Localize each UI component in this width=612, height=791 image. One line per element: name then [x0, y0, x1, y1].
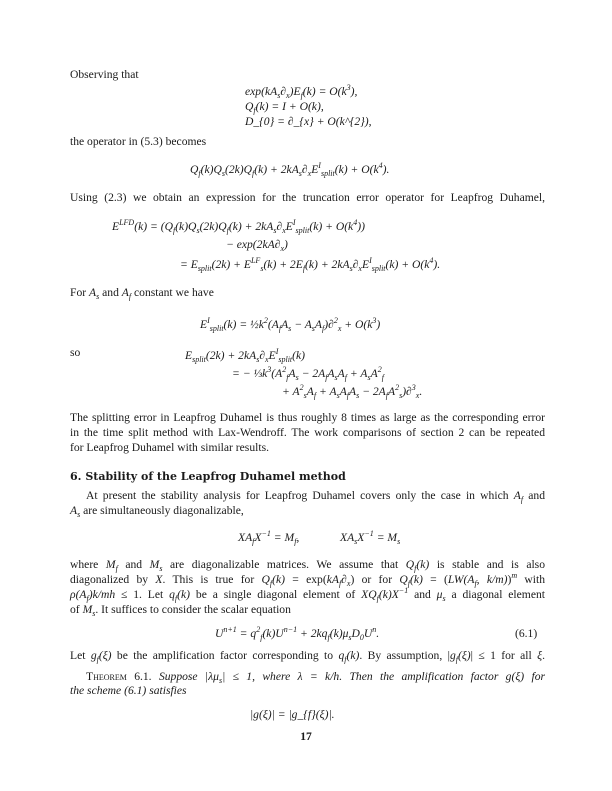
- equation-part: $XA_sX^{-1} = M_s$: [340, 529, 401, 546]
- equation-line: D_{0} = ∂_{x} + O(k^{2}),: [245, 115, 372, 128]
- equation-number: (6.1): [515, 627, 538, 640]
- section-heading: 6. Stability of the Leapfrog Duhamel method: [70, 470, 346, 483]
- paragraph-line: for Leapfrog Duhamel with similar results.: [70, 441, 269, 454]
- paragraph-text: Using (2.3) we obtain an expression for the truncation error operator for Leapfrog Duhamel,: [70, 191, 545, 204]
- paragraph-text: For $A_s$ and $A_f$ constant we have: [70, 286, 214, 301]
- equation-line: $\exp(kA_s\partial_x)E_f(k) = O(k^3)$,: [245, 83, 358, 100]
- paragraph-line: diagonalized by X. This is true for $Q_f(k) = \exp(kA_f\partial_x)$ or for $Q_f(k) = (LW(A_f$, k/m))$^m$ with: [70, 571, 546, 588]
- theorem-label: Theorem 6.1.: [86, 670, 152, 683]
- equation-line: + $A^2_sA_f + A_sA_fA_s - 2A_fA^2_s)\partial^3_x$.: [282, 383, 423, 400]
- paragraph-line: The splitting error in Leapfrog Duhamel is thus roughly 8 times as large as the corresponding error: [70, 411, 545, 424]
- paragraph-text: Let $g_f(\xi)$ be the amplification factor corresponding to $q_f(k)$. By assumption, $|g_f(\xi)| \le 1$ for all ξ.: [70, 649, 545, 664]
- paragraph-text: Observing that: [70, 68, 139, 81]
- paragraph-text: the operator in (5.3) becomes: [70, 135, 207, 148]
- equation: $Q_f(k)Q_s(2k)Q_f(k) + 2kA_s\partial_xE^I_{split}(k) + O(k^4)$.: [190, 161, 390, 178]
- equation-line: − $\exp(2kA\partial_x)$: [226, 238, 288, 253]
- paragraph-text: so: [70, 346, 81, 359]
- paragraph-line: At present the stability analysis for Leapfrog Duhamel covers only the case in which $A_f$ and: [86, 489, 546, 504]
- theorem-line: [86, 670, 545, 684]
- paragraph-line: of $M_s$. It suffices to consider the scalar equation: [70, 603, 291, 618]
- equation: $U^{n+1} = q^2_f(k)U^{n-1} + 2kq_f(k)\mu_sD_0U^n$.: [215, 625, 380, 642]
- paragraph-line: in the time split method with Lax-Wendroff. The work comparisons of section 2 can be repeated: [70, 426, 545, 439]
- equation: $E^I_{split}(k)$ = $\frac{1}{2}k^2(A_fA_s - A_sA_f)\partial^2_x + O(k^3)$: [200, 316, 381, 333]
- equation-line: $Q_f(k) = I + O(k)$,: [245, 100, 324, 115]
- equation-part: $XA_fX^{-1} = M_f$,: [238, 529, 300, 546]
- paragraph-line: $A_s$ are simultaneously diagonalizable,: [70, 504, 244, 519]
- paragraph-line: where $M_f$ and $M_s$ are diagonalizable matrices. We assume that $Q_f(k)$ is stable and is also: [70, 558, 545, 573]
- equation-line: $E^{LFD}(k) = (Q_f(k)Q_s(2k)Q_f(k) + 2kA_s\partial_xE^I_{split}(k) + O(k^4))$: [112, 218, 365, 235]
- equation-line: = − $\frac{1}{3}k^3(A^2_fA_s - 2A_fA_sA_f + A_sA^2_f$: [232, 365, 384, 382]
- theorem-text: Suppose $|\lambda\mu_s| \le 1$, where λ = k/h. Then the amplification factor g(ξ) for: [158, 670, 546, 685]
- equation-line: $E_{split}(2k) + 2kA_s\partial_xE^I_{split}(k)$: [185, 347, 306, 364]
- page-number: 17: [300, 730, 312, 743]
- paragraph-line: $\rho(A_f)k/mh \le 1$. Let $q_f(k)$ be a single diagonal element of $XQ_f(k)X^{-1}$ and $\mu_s$ a diagonal element: [70, 586, 545, 603]
- theorem-line: the scheme (6.1) satisfies: [70, 684, 187, 697]
- equation: |g(ξ)| = |g_{f}(ξ)|.: [250, 708, 335, 721]
- equation-line: = $E_{split}(2k) + E^{LF}_s(k) + 2E_f(k) + 2kA_s\partial_xE^I_{split}(k) + O(k^4)$.: [180, 256, 441, 273]
